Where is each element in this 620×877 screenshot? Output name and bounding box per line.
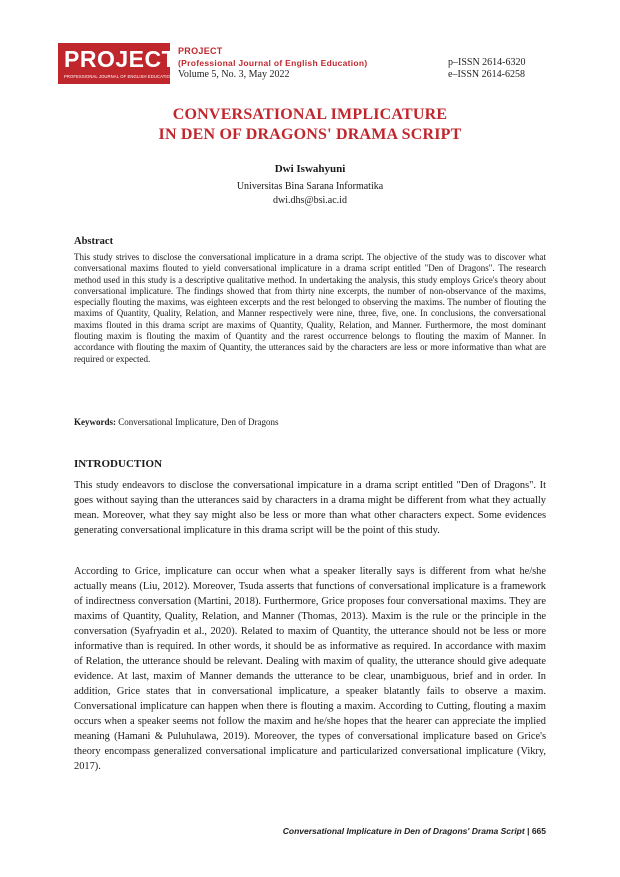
- issn-block: [448, 57, 526, 81]
- abstract-heading: Abstract: [74, 236, 114, 247]
- e-issn: e–ISSN 2614-6258: [448, 69, 525, 80]
- paper-title-line2: IN DEN OF DRAGONS' DRAMA SCRIPT: [158, 126, 462, 143]
- author-affiliation: Universitas Bina Sarana Informatika: [236, 181, 384, 192]
- introduction-paragraph-2: According to Grice, implicature can occur when what a speaker literally says is different from what he/she actually means (Liu, 2012). Moreover, Tsuda asserts that functions of conversational implicature is a framework of indirectness conversation (Martini, 2018). Furthermore, Grice proposes four conversational maxims. They are maxims of Quantity, Quality, Relation, and Manner (Thomas, 2013). Maxim is the rule or the principle in the conversation (Syafryadin et al., 2020). Related to maxim of Quantity, the utterance should not be less or more informative than is required. In other words, it should be as informative as required. In accordance with maxim of Relation, the utterance should be relevant. Dealing with maxim of quality, the utterance should give adequate evidence. At last, maxim of Manner demands the utterance to be clear, unambiguous, brief and in order. In addition, Grice states that in conversational implicature, a speaker blatantly fails to observe a maxim. Conversational implicature can happen when there is flouting a maxim. According to Cutting, flouting a maxim occurs when a speaker seems not follow the maxim and he/she hopes that the hearer can appreciate the implied meaning (Hamani & Puluhulawa, 2019). Moreover, the types of conversational implicature based on Grice's theory encompass generalized conversational implicature and particularized conversational implicature (Vikry, 2017).: [74, 566, 546, 772]
- journal-subtitle: (Professional Journal of English Education): [178, 58, 368, 68]
- journal-logo: [58, 43, 177, 84]
- running-title: Conversational Implicature in Den of Dragons' Drama Script: [282, 826, 525, 836]
- author-name: Dwi Iswahyuni: [274, 163, 346, 175]
- logo-text: PROJECT: [64, 46, 177, 72]
- page-footer: [240, 826, 546, 836]
- introduction-heading: INTRODUCTION: [74, 458, 163, 470]
- journal-name: PROJECT: [178, 46, 223, 56]
- p-issn: p–ISSN 2614-6320: [448, 57, 526, 68]
- journal-volume: Volume 5, No. 3, May 2022: [178, 69, 290, 80]
- author-email[interactable]: dwi.dhs@bsi.ac.id: [273, 195, 347, 206]
- abstract-text: This study strives to disclose the conversational implicature in a drama script. The objective of the study was to discover what conversational maxims flouted to yield conversational implicature in a drama script entitled "Den of Dragons". The research method used in this study is a descriptive qualitative method. In undertaking the analysis, this study employs Grice's theory about conversational implicature. The findings showed that from thirty nine excerpts, the number of non-observance of the maxims, especially flouting the maxims, was eighteen excerpts and the rest belonged to observing the maxims. The number of flouting the maxims of Quantity, Quality, Relation, and Manner respectively were nine, three, five, one. In conclusions, the conversational maxims flouted in this drama script are maxims of Quantity, Quality, Relation, and Manner. Furthermore, the most dominant flouting maxim is flouting the maxim of Quantity and the rarest occurrence belongs to flouting the maxim of Manner. In accordance with flouting the maxim of Quantity, the utterances said by the characters are less or more informative than what are required or expected.: [74, 252, 546, 364]
- journal-info: [178, 45, 368, 81]
- page-number: | 665: [527, 826, 546, 836]
- introduction-paragraph-1: This study endeavors to disclose the conversational impicature in a drama script entitled "Den of Dragons". It goes without saying than the utterances said by characters in a drama might be different from what they actually mean. Moreover, what they say might also be less or more than what other characters expect. Some evidences generating conversational implicature in this drama script will be the point of this study.: [74, 480, 546, 536]
- paper-title-line1: CONVERSATIONAL IMPLICATURE: [172, 106, 448, 123]
- keywords-label: Keywords:: [74, 417, 116, 427]
- keywords-list: Conversational Implicature, Den of Dragons: [118, 417, 279, 427]
- keywords-line: [74, 417, 278, 427]
- logo-tagline: PROFESSIONAL JOURNAL OF ENGLISH EDUCATION: [64, 74, 174, 79]
